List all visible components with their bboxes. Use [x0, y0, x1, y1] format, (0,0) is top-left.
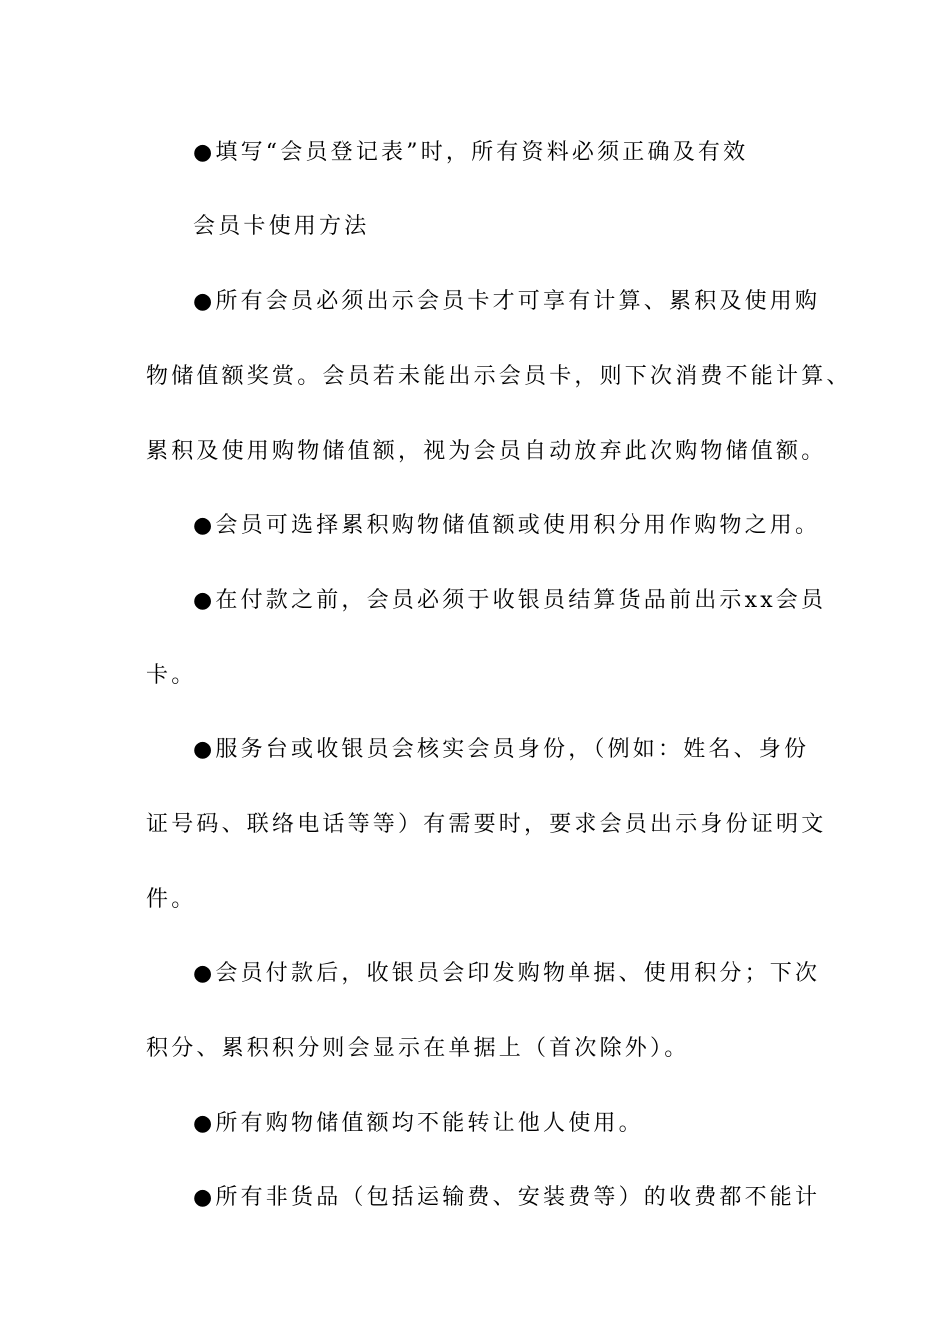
paragraph-line-before-payment-2: 卡。 [146, 663, 197, 688]
section-heading-card-usage: 会员卡使用方法 [193, 214, 370, 239]
paragraph-line-after-payment-2: 积分、累积积分则会显示在单据上（首次除外）。 [146, 1036, 690, 1061]
paragraph-line-choose-points: ●会员可选择累积购物储值额或使用积分用作购物之用。 [193, 513, 821, 538]
paragraph-line-verify-identity-2: 证号码、联络电话等等）有需要时，要求会员出示身份证明文 [146, 812, 827, 837]
paragraph-line-after-payment-1: ●会员付款后，收银员会印发购物单据、使用积分；下次 [193, 961, 821, 986]
paragraph-line-registration-form: ●填写“会员登记表”时，所有资料必须正确及有效 [193, 140, 749, 165]
paragraph-line-non-goods-fees: ●所有非货品（包括运输费、安装费等）的收费都不能计 [193, 1185, 821, 1210]
paragraph-line-show-card-3: 累积及使用购物储值额，视为会员自动放弃此次购物储值额。 [146, 439, 827, 464]
paragraph-line-verify-identity-3: 件。 [146, 887, 197, 912]
paragraph-line-before-payment-1: ●在付款之前，会员必须于收银员结算货品前出示xx会员 [193, 588, 827, 613]
paragraph-line-non-transferable: ●所有购物储值额均不能转让他人使用。 [193, 1111, 644, 1136]
paragraph-line-verify-identity-1: ●服务台或收银员会核实会员身份，（例如：姓名、身份 [193, 737, 810, 762]
paragraph-line-show-card-1: ●所有会员必须出示会员卡才可享有计算、累积及使用购 [193, 289, 821, 314]
paragraph-line-show-card-2: 物储值额奖赏。会员若未能出示会员卡，则下次消费不能计算、 [146, 364, 852, 389]
